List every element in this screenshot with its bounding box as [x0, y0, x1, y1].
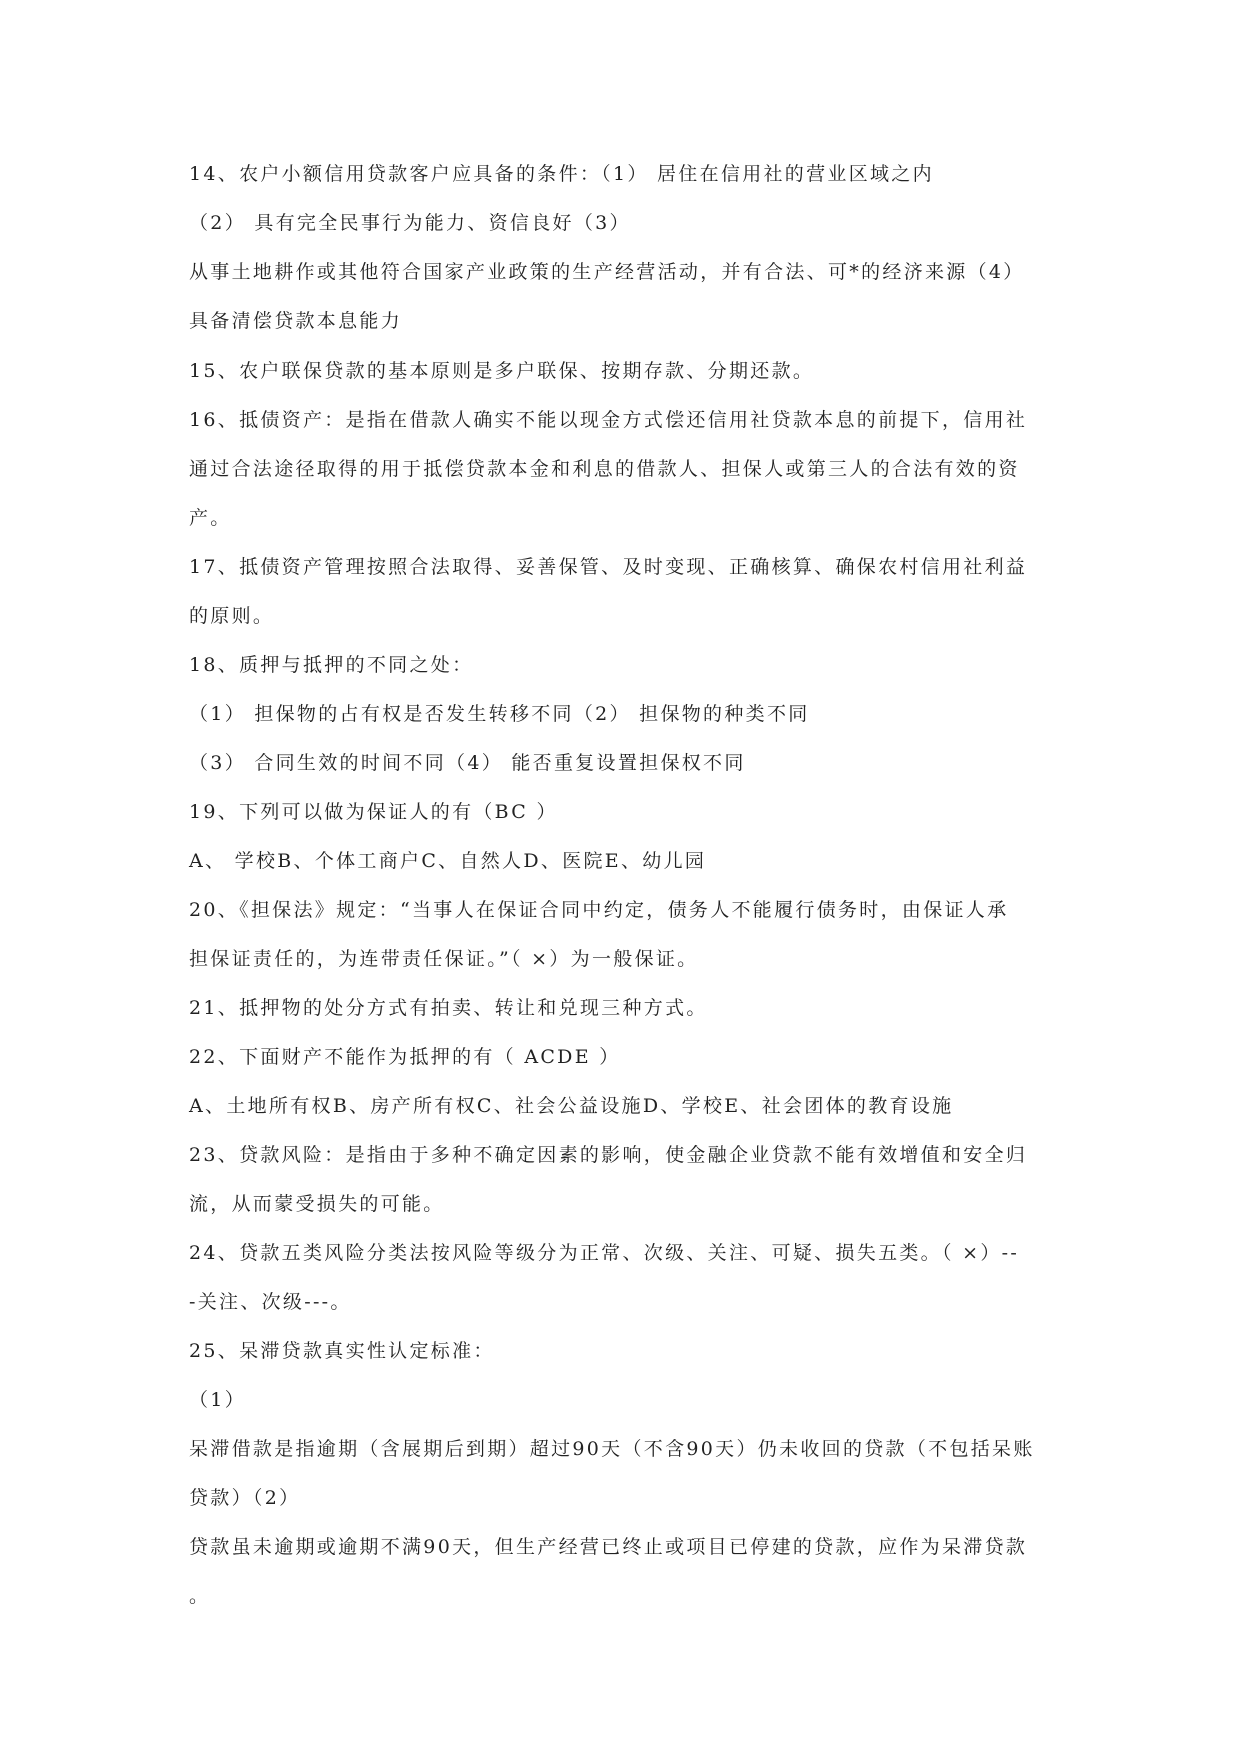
text-line: 担保证责任的，为连带责任保证。”（ ×）为一般保证。 [189, 948, 699, 970]
text-line: 的原则。 [189, 605, 275, 627]
text-line: 从事土地耕作或其他符合国家产业政策的生产经营活动，并有合法、可*的经济来源（4） [189, 261, 1025, 283]
text-line: （2） 具有完全民事行为能力、资信良好（3） [189, 212, 631, 234]
text-line: 产。 [189, 507, 232, 529]
text-line: 呆滞借款是指逾期（含展期后到期）超过90天（不含90天）仍未收回的贷款（不包括呆账 [189, 1438, 1035, 1460]
text-line: 。 [189, 1585, 211, 1607]
text-line: 22、下面财产不能作为抵押的有（ ACDE ） [189, 1046, 621, 1068]
text-line: 具备清偿贷款本息能力 [189, 310, 403, 332]
text-line: A、土地所有权B、房产所有权C、社会公益设施D、学校E、社会团体的教育设施 [189, 1095, 954, 1117]
text-line: 16、抵债资产：是指在借款人确实不能以现金方式偿还信用社贷款本息的前提下，信用社 [189, 409, 1028, 431]
text-line: 20、《担保法》规定：“当事人在保证合同中约定，债务人不能履行债务时，由保证人承 [189, 899, 1009, 921]
text-line: 18、质押与抵押的不同之处： [189, 654, 474, 676]
text-line: 14、农户小额信用贷款客户应具备的条件：（1） 居住在信用社的营业区域之内 [189, 163, 934, 185]
text-line: 19、下列可以做为保证人的有（BC ） [189, 801, 558, 823]
text-line: -关注、次级---。 [189, 1291, 352, 1313]
text-line: 贷款）（2） [189, 1487, 301, 1509]
text-line: A、 学校B、个体工商户C、自然人D、医院E、幼儿园 [189, 850, 707, 872]
text-line: （1） 担保物的占有权是否发生转移不同（2） 担保物的种类不同 [189, 703, 810, 725]
text-line: 流，从而蒙受损失的可能。 [189, 1193, 445, 1215]
text-line: （3） 合同生效的时间不同（4） 能否重复设置担保权不同 [189, 752, 746, 774]
text-line: 25、呆滞贷款真实性认定标准： [189, 1340, 495, 1362]
text-line: 23、贷款风险：是指由于多种不确定因素的影响，使金融企业贷款不能有效增值和安全归 [189, 1144, 1028, 1166]
text-line: 24、贷款五类风险分类法按风险等级分为正常、次级、关注、可疑、损失五类。（ ×）-- [189, 1242, 1020, 1264]
text-line: 通过合法途径取得的用于抵偿贷款本金和利息的借款人、担保人或第三人的合法有效的资 [189, 458, 1020, 480]
text-line: 17、抵债资产管理按照合法取得、妥善保管、及时变现、正确核算、确保农村信用社利益 [189, 556, 1028, 578]
text-line: （1） [189, 1389, 246, 1411]
text-line: 15、农户联保贷款的基本原则是多户联保、按期存款、分期还款。 [189, 360, 815, 382]
text-line: 贷款虽未逾期或逾期不满90天，但生产经营已终止或项目已停建的贷款，应作为呆滞贷款 [189, 1536, 1028, 1558]
text-line: 21、抵押物的处分方式有拍卖、转让和兑现三种方式。 [189, 997, 708, 1019]
